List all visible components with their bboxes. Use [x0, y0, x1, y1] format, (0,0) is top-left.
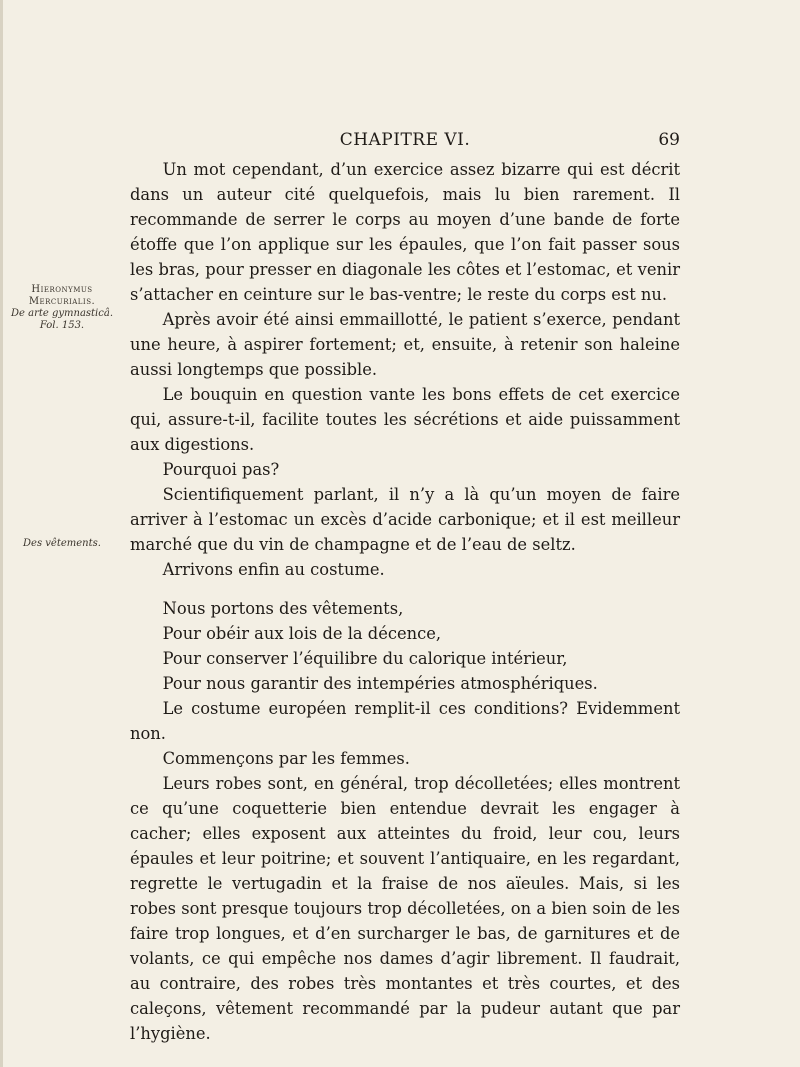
margin-note-author-1: Hieronymus: [31, 284, 93, 295]
margin-note-section: Des vêtements.: [23, 538, 101, 549]
paragraph: Pour conserver l’équilibre du calorique intérieur,: [162, 649, 568, 668]
paragraph: Le bouquin en question vante les bons effets de cet exercice qui, assure-t-il, facilite toutes les sécrétions et aide puissamment aux digestions.: [130, 385, 680, 454]
paragraph: Pour obéir aux lois de la décence,: [162, 624, 442, 643]
paragraph: Arrivons enfin au costume.: [162, 560, 385, 579]
paragraph: Nous portons des vêtements,: [162, 599, 404, 618]
paragraph: Commençons par les femmes.: [162, 749, 410, 768]
margin-note-title: De arte gymnasticâ.: [11, 308, 113, 319]
running-header: [130, 130, 680, 154]
paragraph: Pour nous garantir des intempéries atmosphériques.: [162, 674, 598, 693]
paragraph: Un mot cependant, d’un exercice assez bizarre qui est décrit dans un auteur cité quelquefois, mais lu bien rarement. Il recommande de serrer le corps au moyen d’une bande de forte étoffe que l’on applique sur les épaules, que l’on fait passer sous les bras, pour presser en diagonale les côtes et l’estomac, et venir s’attacher en ceinture sur le bas-ventre; le reste du corps est nu.: [130, 160, 680, 304]
paragraph: Le costume européen remplit-il ces conditions? Evidemment non.: [130, 699, 680, 743]
page-edge: [0, 0, 3, 1067]
paragraph: Pourquoi pas?: [162, 460, 280, 479]
page-number: 69: [658, 130, 680, 150]
margin-note-reference: [4, 284, 120, 332]
paragraph: Après avoir été ainsi emmaillotté, le patient s’exerce, pendant une heure, à aspirer fortement; et, ensuite, à retenir son haleine aussi longtemps que possible.: [130, 310, 680, 379]
margin-note-author-2: Mercurialis.: [28, 296, 96, 307]
body-text: [130, 157, 680, 1046]
section-gap: [130, 582, 680, 596]
paragraph: Scientifiquement parlant, il n’y a là qu’un moyen de faire arriver à l’estomac un excès d’acide carbonique; et il est meilleur marché que du vin de champagne et de l’eau de seltz.: [130, 485, 680, 554]
margin-note-folio: Fol. 153.: [39, 320, 85, 331]
chapter-title: CHAPITRE VI.: [339, 130, 471, 150]
paragraph: Leurs robes sont, en général, trop décolletées; elles montrent ce qu’une coquetterie bien entendue devrait les engager à cacher; elles exposent aux atteintes du froid, leur cou, leurs épaules et leur poitrine; et souvent l’antiquaire, en les regardant, regrette le vertugadin et la fraise de nos aïeules. Mais, si les robes sont presque toujours trop décolletées, on a bien soin de les faire trop longues, et d’en surcharger le bas, de garnitures et de volants, ce qui empêche nos dames d’agir librement. Il faudrait, au contraire, des robes très montantes et très courtes, et des caleçons, vêtement recommandé par la pudeur autant que par l’hygiène.: [130, 774, 680, 1043]
